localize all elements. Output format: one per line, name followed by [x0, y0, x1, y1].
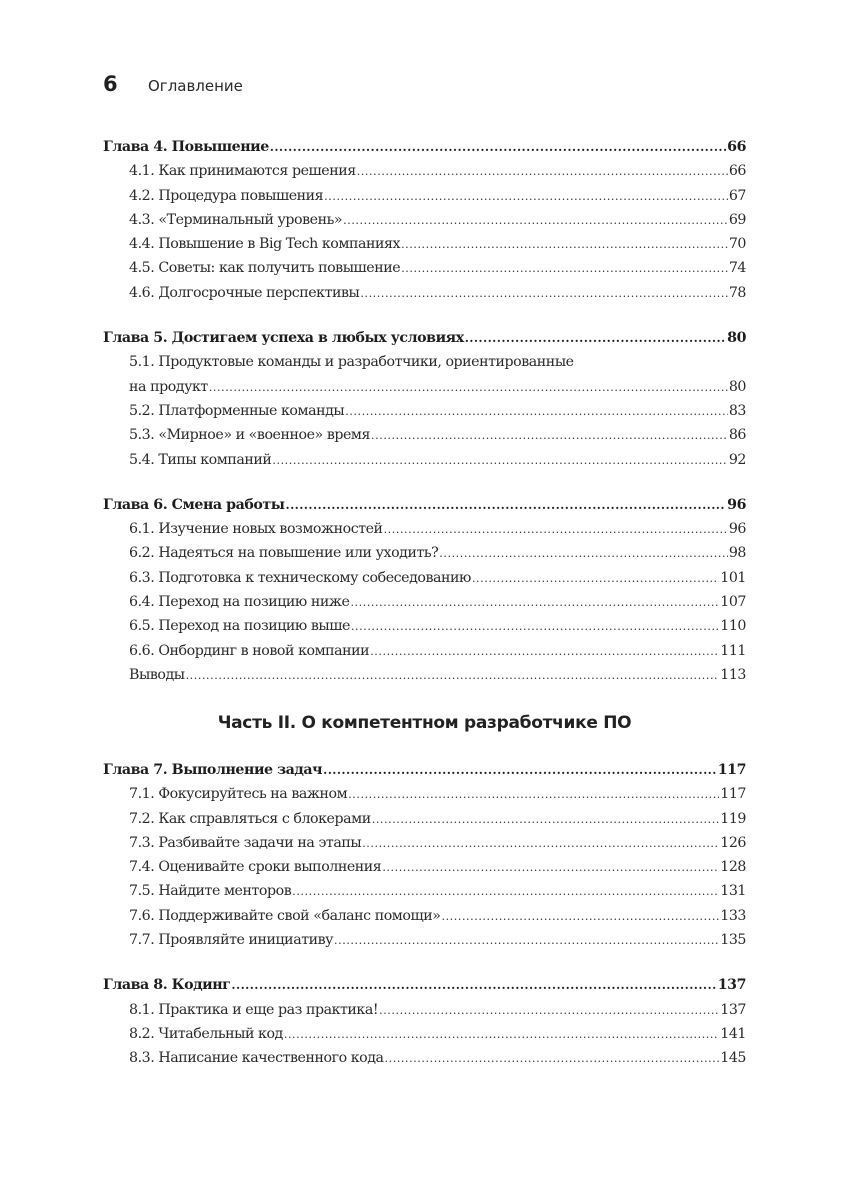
toc-section-entry[interactable]	[103, 1022, 746, 1046]
entry-title: 5.3. «Мирное» и «военное» время	[129, 427, 371, 444]
entry-title: 7.6. Поддерживайте свой «баланс помощи»	[129, 907, 441, 924]
entry-page: 86	[728, 427, 746, 444]
toc-section-entry[interactable]	[103, 541, 746, 565]
dot-leader	[385, 1046, 720, 1071]
toc-section-entry[interactable]	[103, 208, 746, 232]
toc-section-entry[interactable]	[103, 423, 746, 447]
toc-section-entry[interactable]	[103, 590, 746, 614]
entry-title: 8.2. Читабельный код	[129, 1025, 283, 1042]
dot-leader	[345, 399, 728, 424]
entry-title: 7.2. Как справляться с блокерами	[129, 810, 371, 827]
toc-section-entry[interactable]	[103, 639, 746, 663]
toc-section-entry[interactable]	[103, 663, 746, 687]
entry-title: 7.3. Разбивайте задачи на этапы	[129, 834, 362, 851]
entry-title: 4.5. Советы: как получить повышение	[129, 260, 401, 277]
toc-section-entry[interactable]	[103, 782, 746, 806]
entry-page: 133	[720, 907, 746, 924]
toc-section-entry[interactable]	[103, 159, 746, 183]
dot-leader	[382, 855, 719, 880]
entry-title: Глава 6. Смена работы	[103, 496, 285, 513]
dot-leader	[360, 281, 727, 306]
toc-section-entry[interactable]	[103, 831, 746, 855]
dot-leader	[343, 208, 728, 233]
entry-page: 110	[720, 618, 746, 635]
toc-chapter-entry[interactable]	[103, 326, 746, 350]
dot-leader	[334, 928, 719, 953]
toc-section-entry[interactable]	[103, 904, 746, 928]
entry-page: 141	[720, 1025, 746, 1042]
toc-section-entry[interactable]	[103, 614, 746, 638]
toc-section-entry[interactable]	[103, 448, 746, 472]
entry-page: 107	[720, 594, 746, 611]
dot-leader	[379, 998, 719, 1023]
dot-leader	[465, 326, 726, 350]
dot-leader	[370, 639, 719, 664]
entry-title: 7.5. Найдите менторов	[129, 883, 292, 900]
entry-page: 137	[720, 1001, 746, 1018]
entry-title: Глава 5. Достигаем успеха в любых условиях	[103, 330, 464, 347]
toc-section-entry[interactable]	[103, 928, 746, 952]
entry-title: 4.2. Процедура повышения	[129, 187, 324, 204]
entry-title: 6.5. Переход на позицию выше	[129, 618, 350, 635]
dot-leader	[186, 663, 720, 688]
toc-section-entry[interactable]	[103, 998, 746, 1022]
toc-chapter-4	[103, 135, 746, 305]
entry-title: 7.1. Фокусируйтесь на важном	[129, 786, 348, 803]
toc-section-entry[interactable]	[103, 566, 746, 590]
entry-title: 6.6. Онбординг в новой компании	[129, 642, 370, 659]
dot-leader	[371, 423, 728, 448]
entry-title: 7.7. Проявляйте инициативу	[129, 932, 334, 949]
entry-title: 8.3. Написание качественного кода	[129, 1050, 384, 1067]
entry-page: 96	[727, 496, 746, 513]
toc-section-entry[interactable]	[103, 399, 746, 423]
entry-title: Глава 8. Кодинг	[103, 977, 231, 994]
entry-title: 6.2. Надеяться на повышение или уходить?	[129, 545, 439, 562]
entry-page: 111	[720, 642, 746, 659]
entry-title: Глава 7. Выполнение задач	[103, 762, 323, 778]
dot-leader	[286, 493, 727, 517]
dot-leader	[384, 517, 728, 542]
entry-title: 4.3. «Терминальный уровень»	[129, 211, 343, 228]
entry-title: 7.4. Оценивайте сроки выполнения	[129, 859, 382, 876]
entry-title: 5.4. Типы компаний	[129, 451, 272, 468]
page-header	[103, 72, 243, 102]
toc-section-entry[interactable]	[103, 855, 746, 879]
dot-leader	[439, 541, 728, 566]
entry-title: Глава 4. Повышение	[103, 139, 269, 155]
entry-page: 113	[720, 666, 746, 683]
entry-title: 6.1. Изучение новых возможностей	[129, 521, 383, 538]
page-number: 6	[103, 72, 118, 96]
dot-leader	[272, 448, 727, 473]
entry-title: 4.1. Как принимаются решения	[129, 163, 356, 180]
toc-part-one	[103, 135, 746, 708]
running-title: Оглавление	[148, 77, 243, 95]
entry-page: 70	[728, 236, 746, 253]
toc-chapter-entry[interactable]	[103, 973, 746, 997]
dot-leader	[209, 375, 728, 400]
toc-section-entry-line2[interactable]	[103, 375, 746, 399]
dot-leader	[401, 232, 728, 257]
entry-page: 83	[728, 402, 746, 419]
entry-page: 135	[720, 932, 746, 949]
entry-page: 67	[728, 187, 746, 204]
toc-chapter-entry[interactable]	[103, 758, 746, 782]
toc-section-entry[interactable]	[103, 281, 746, 305]
entry-page: 126	[720, 834, 746, 851]
dot-leader	[472, 566, 719, 591]
entry-page: 119	[720, 810, 746, 827]
entry-page: 66	[728, 163, 746, 180]
dot-leader	[270, 135, 726, 159]
entry-page: 117	[720, 786, 746, 803]
entry-page: 66	[727, 139, 746, 155]
entry-page: 131	[720, 883, 746, 900]
dot-leader	[323, 758, 717, 782]
entry-title: 8.1. Практика и еще раз практика!	[129, 1001, 379, 1018]
dot-leader	[284, 1022, 719, 1047]
entry-page: 96	[728, 521, 746, 538]
dot-leader	[362, 831, 719, 856]
entry-page: 137	[717, 977, 746, 994]
entry-title: 6.3. Подготовка к техническому собеседованию	[129, 569, 471, 586]
dot-leader	[231, 973, 716, 997]
dot-leader	[348, 782, 719, 807]
entry-page: 80	[728, 378, 746, 395]
entry-title: Выводы	[129, 666, 185, 683]
entry-page: 117	[717, 762, 746, 778]
entry-title: 4.6. Долгосрочные перспективы	[129, 284, 360, 301]
toc-section-entry[interactable]	[103, 1046, 746, 1070]
toc-section-entry[interactable]	[103, 879, 746, 903]
entry-page: 74	[728, 260, 746, 277]
entry-title-line1: 5.1. Продуктовые команды и разработчики, ориентированные	[129, 354, 574, 371]
toc-section-entry-line1[interactable]	[103, 350, 746, 374]
entry-title: 6.4. Переход на позицию ниже	[129, 594, 350, 611]
entry-title: 4.4. Повышение в Big Tech компаниях	[129, 236, 401, 253]
entry-page: 80	[727, 330, 746, 347]
entry-page: 98	[728, 545, 746, 562]
toc-chapter-entry[interactable]	[103, 135, 746, 159]
toc-chapter-entry[interactable]	[103, 493, 746, 517]
dot-leader	[351, 614, 719, 639]
toc-section-entry[interactable]	[103, 807, 746, 831]
part-heading[interactable]: Часть II. О компетентном разработчике ПО	[217, 713, 632, 733]
entry-page: 69	[728, 211, 746, 228]
dot-leader	[401, 256, 728, 281]
toc-section-entry[interactable]	[103, 517, 746, 541]
toc-section-entry[interactable]	[103, 232, 746, 256]
entry-page: 145	[720, 1050, 746, 1067]
entry-page: 128	[720, 859, 746, 876]
toc-chapter-8	[103, 973, 746, 1070]
entry-page: 78	[728, 284, 746, 301]
dot-leader	[357, 159, 728, 184]
dot-leader	[372, 807, 720, 832]
toc-section-entry[interactable]	[103, 256, 746, 280]
toc-part-two	[103, 758, 746, 1092]
dot-leader	[324, 184, 728, 209]
dot-leader	[441, 904, 719, 929]
entry-title: на продукт	[129, 378, 208, 395]
entry-page: 101	[720, 569, 746, 586]
toc-chapter-6	[103, 493, 746, 687]
toc-section-entry[interactable]	[103, 184, 746, 208]
entry-title: 5.2. Платформенные команды	[129, 402, 345, 419]
toc-chapter-5	[103, 326, 746, 472]
dot-leader	[350, 590, 719, 615]
dot-leader	[292, 879, 719, 904]
toc-chapter-7	[103, 758, 746, 952]
entry-page: 92	[728, 451, 746, 468]
